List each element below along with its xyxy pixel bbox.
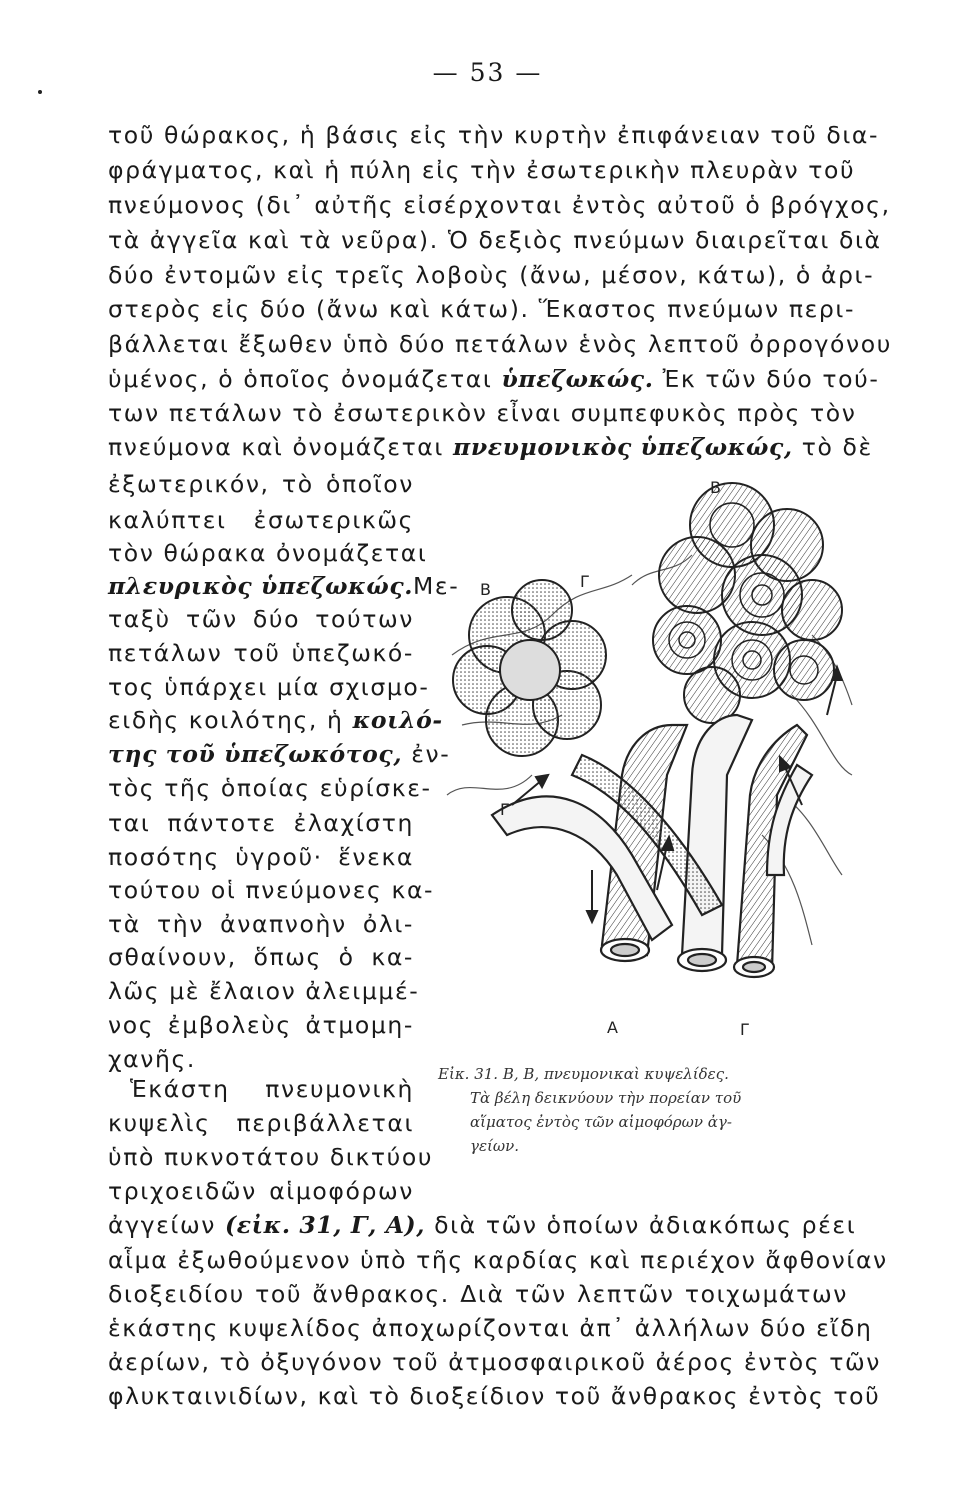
text-line: αἷμα ἐξωθούμενον ὑπὸ τῆς καρδίας καὶ περιέχον ἄφθονίαν: [108, 1246, 888, 1274]
term-pleura: ὑπεζωκώς.: [501, 365, 654, 393]
figure-caption: [438, 1062, 863, 1158]
text-line: ὑπὸ πυκνοτάτου δικτύου: [108, 1143, 434, 1171]
figure-label-g-bottom: Γ: [740, 1020, 749, 1039]
term-parietal-pleura: πλευρικὸς ὑπεζωκώς.: [108, 572, 414, 600]
text-run: τὸ δὲ: [801, 433, 873, 461]
text-run: πνεύμονα καὶ ὀνομάζεται: [108, 433, 444, 461]
figure-label-b-right: Β: [710, 478, 721, 497]
text-run: ὑμένος, ὁ ὁποῖος ὀνομάζεται: [108, 365, 493, 393]
text-line: ποσότης ὑγροῦ· ἕνεκα: [108, 843, 414, 871]
text-line: [108, 739, 450, 769]
text-line: τὰ ἀγγεῖα καὶ τὰ νεῦρα). Ὁ δεξιὸς πνεύμων διαιρεῖται διὰ: [108, 226, 882, 254]
caption-line: γείων.: [470, 1137, 520, 1155]
text-line: νος ἐμβολεὺς ἀτμομη-: [108, 1011, 414, 1039]
text-line: τὸν θώρακα ὀνομάζεται: [108, 539, 428, 567]
text-line: [108, 364, 879, 394]
text-line: ἀερίων, τὸ ὀξυγόνον τοῦ ἀτμοσφαιρικοῦ ἀέρος ἐντὸς τῶν: [108, 1348, 881, 1376]
text-run: Με-: [413, 572, 460, 600]
figure-label-g-left: Γ: [500, 800, 509, 819]
text-line: βάλλεται ἔξωθεν ὑπὸ δύο πετάλων ἑνὸς λεπτοῦ ὀρρογόνου: [108, 330, 892, 358]
text-line: ἑκάστης κυψελίδος ἀποχωρίζονται ἀπ᾽ ἀλλήλων δύο εἴδη: [108, 1314, 873, 1342]
term-pleural-cavity-cont: της τοῦ ὑπεζωκότος,: [108, 740, 403, 768]
text-line: [108, 432, 873, 462]
alveoli-illustration: [432, 475, 857, 1045]
text-line: [108, 571, 459, 601]
figure-reference: (εἰκ. 31, Γ, Α),: [225, 1211, 426, 1239]
alveolar-cluster-left: [453, 580, 606, 756]
text-line: τὸς τῆς ὁποίας εὑρίσκε-: [108, 774, 432, 802]
text-line: λῶς μὲ ἔλαιον ἀλειμμέ-: [108, 977, 420, 1005]
text-line: τος ὑπάρχει μία σχισμο-: [108, 673, 430, 701]
caption-line: Τὰ βέλη δεικνύουν τὴν πορείαν τοῦ: [470, 1089, 742, 1107]
blood-vessels: [492, 715, 812, 970]
text-line: τὰ τὴν ἀναπνοὴν ὀλι-: [108, 910, 414, 938]
figure-label-a: Α: [607, 1018, 618, 1037]
text-line: τριχοειδῶν αἱμοφόρων: [108, 1177, 414, 1205]
text-line: καλύπτει ἐσωτερικῶς: [108, 506, 414, 534]
text-run: ειδὴς κοιλότης, ἡ: [108, 706, 344, 734]
term-pleural-cavity: κοιλό-: [352, 706, 443, 734]
text-line: πνεύμονος (δι᾽ αὐτῆς εἰσέρχονται ἐντὸς αὐτοῦ ὁ βρόγχος,: [108, 191, 891, 219]
text-line: Ἑκάστη πνευμονικὴ: [130, 1075, 414, 1103]
caption-line: Εἰκ. 31. Β, Β, πνευμονικαὶ κυψελίδες.: [438, 1065, 729, 1083]
text-line: ἐξωτερικόν, τὸ ὁποῖον: [108, 470, 414, 498]
figure-label-b-left: Β: [480, 580, 491, 599]
text-line: στερὸς εἰς δύο (ἄνω καὶ κάτω). Ἕκαστος πνεύμων περι-: [108, 295, 856, 323]
text-line: [108, 705, 443, 735]
term-visceral-pleura: πνευμονικὸς ὑπεζωκώς,: [453, 433, 793, 461]
text-line: ται πάντοτε ἐλαχίστη: [108, 809, 414, 837]
text-line: σθαίνουν, ὅπως ὁ κα-: [108, 943, 414, 971]
text-run: διὰ τῶν ὁποίων ἀδιακόπως ρέει: [434, 1211, 857, 1239]
text-run: Ἐκ τῶν δύο τού-: [662, 365, 880, 393]
text-line: τοῦ θώρακος, ἡ βάσις εἰς τὴν κυρτὴν ἐπιφάνειαν τοῦ δια-: [108, 121, 880, 149]
text-run: ἐν-: [411, 740, 451, 768]
text-line: χανῆς.: [108, 1045, 196, 1073]
text-line: πετάλων τοῦ ὑπεζωκό-: [108, 639, 414, 667]
text-line: διοξειδίου τοῦ ἄνθρακος. Διὰ τῶν λεπτῶν τοιχωμάτων: [108, 1280, 848, 1308]
text-line: φράγματος, καὶ ἡ πύλη εἰς τὴν ἐσωτερικὴν πλευρὰν τοῦ: [108, 156, 856, 184]
text-line: φλυκταινιδίων, καὶ τὸ διοξείδιον τοῦ ἄνθρακος ἐντὸς τοῦ: [108, 1382, 881, 1410]
alveolar-cluster-right: [653, 483, 842, 723]
text-line: ταξὺ τῶν δύο τούτων: [108, 605, 414, 633]
text-line: [108, 1210, 857, 1240]
text-line: κυψελὶς περιβάλλεται: [108, 1109, 414, 1137]
stray-mark: [38, 90, 42, 94]
text-line: δύο ἐντομῶν εἰς τρεῖς λοβοὺς (ἄνω, μέσον, κάτω), ὁ ἀρι-: [108, 261, 875, 289]
figure-label-g-top: Γ: [580, 572, 589, 591]
page-number: — 53 —: [432, 58, 543, 87]
text-run: ἀγγείων: [108, 1211, 216, 1239]
text-line: των πετάλων τὸ ἐσωτερικὸν εἶναι συμπεφυκὸς πρὸς τὸν: [108, 399, 857, 427]
text-line: τούτου οἱ πνεύμονες κα-: [108, 876, 435, 904]
caption-line: αἵματος ἐντὸς τῶν αἱμοφόρων ἀγ-: [470, 1113, 732, 1131]
